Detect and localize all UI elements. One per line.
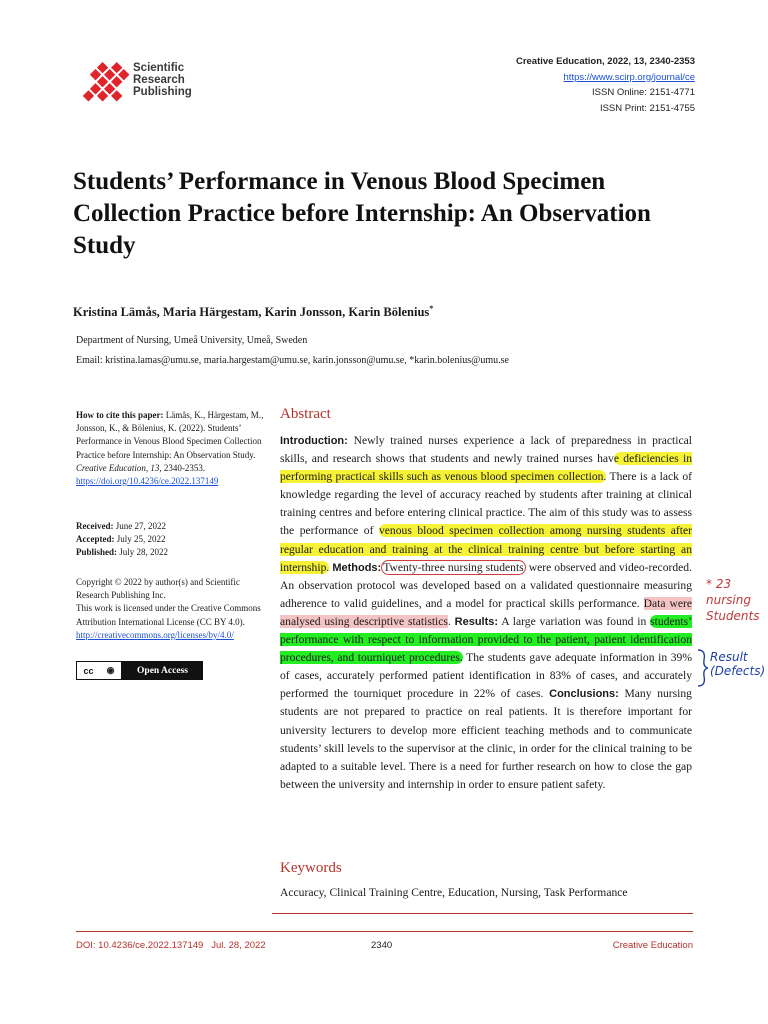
copyright-text: Copyright © 2022 by author(s) and Scientific Research Publishing Inc. [76, 577, 240, 601]
accepted-date: July 25, 2022 [116, 534, 166, 545]
cite-journal: Creative Education, 13, [76, 462, 162, 473]
issn-online: ISSN Online: 2151-4771 [592, 87, 695, 98]
intro-label: Introduction: [280, 435, 348, 447]
methods-text: were observed and video-recorded. An observation protocol was developed based on a validated questionnaire measuring adherence to valid guidelines, and a model for practical skills performance. [280, 560, 692, 610]
person-icon: ◉ [106, 665, 115, 675]
received-date: June 27, 2022 [115, 521, 166, 531]
keywords-text: Accuracy, Clinical Training Centre, Education, Nursing, Task Performance [280, 886, 628, 899]
margin-note-result [710, 650, 765, 678]
footer-date: Jul. 28, 2022 [211, 940, 266, 951]
note2-line1: Result [710, 650, 748, 664]
published-date: July 28, 2022 [119, 547, 169, 558]
abstract-heading: Abstract [280, 406, 331, 422]
keywords-heading: Keywords [280, 860, 342, 876]
cc-by-badge[interactable] [76, 661, 203, 680]
author-list [73, 304, 433, 320]
cite-text: Lämås, K., Härgestam, M., Jonsson, K., & Bölenius, K. (2022). Students’ Performance in Venous Blood Specimen Collection Practice before Internship: An Observation Study. [76, 410, 264, 460]
note1-line3: Students [706, 609, 760, 623]
cite-label: How to cite this paper: [76, 410, 164, 420]
cite-pages: 2340-2353. [163, 462, 206, 473]
license-text: This work is licensed under the Creative Commons Attribution International License (CC BY 4.0). [76, 603, 261, 627]
cc-icon [76, 661, 122, 680]
open-access-label: Open Access [122, 661, 203, 680]
accepted-label: Accepted: [76, 534, 115, 545]
published-label: Published: [76, 547, 118, 558]
highlight-aim: venous blood specimen collection among nursing students after regular education and training at the clinical training centre but before starting an internship. [280, 524, 692, 574]
author-emails: Email: kristina.lamas@umu.se, maria.hargestam@umu.se, karin.jonsson@umu.se, *karin.bolenius@umu.se [76, 355, 509, 366]
abstract-body [280, 432, 692, 794]
corresponding-mark: * [429, 304, 434, 313]
conclusions-text: Many nursing students are not prepared to practice on real patients. It is therefore important for university lecturers to develop more efficient teaching methods and to communicate students’ skill levels to the supervisor at the clinic, in order for the clinical training to be adapted to a suitable level. There is a need for further research on how to close the gap between the university and internship in order to ensure patient safety. [280, 687, 692, 791]
note1-line1: * 23 [706, 577, 732, 591]
footer-journal: Creative Education [612, 940, 693, 951]
publisher-logo-icon [74, 56, 134, 116]
paper-title: Students’ Performance in Venous Blood Specimen Collection Practice before Internship: An Observation Study [73, 168, 651, 259]
note2-line2: (Defects) [710, 664, 766, 678]
conclusions-label: Conclusions: [549, 688, 619, 701]
intro-text-2: There is a lack of knowledge regarding the level of accuracy reached by students after training at clinical training centres and before entering clinical practice. The aim of this study was to assess the performance of [280, 470, 692, 538]
section-divider [272, 913, 693, 914]
circled-participants: Twenty-three nursing students [383, 560, 524, 574]
license-link[interactable]: http://creativecommons.org/licenses/by/4.0/ [76, 629, 234, 640]
issn-print: ISSN Print: 2151-4755 [599, 102, 695, 114]
publisher-line3: Publishing [133, 86, 192, 98]
margin-note-participants [706, 578, 760, 622]
journal-citation: Creative Education, 2022, 13, 2340-2353 [515, 56, 695, 67]
note1-line2: nursing [706, 593, 751, 607]
highlight-analysis: Data were analysed using descriptive statistics [280, 596, 692, 628]
dates-block [76, 520, 264, 560]
publisher-line2: Research [133, 74, 185, 86]
results-label: Results: [454, 615, 499, 628]
results-text: A large variation was found in [498, 614, 651, 628]
methods-text-2: . [447, 614, 455, 628]
highlight-deficiencies: e deficiencies in performing practical skills such as venous blood specimen collection. [280, 452, 692, 484]
publisher-line1: Scientific [133, 62, 185, 74]
intro-text: Newly trained nurses experience a lack of preparedness in practical skills, and research shows that students and newly trained nurses hav [280, 434, 693, 466]
footer-doi-text: DOI: 10.4236/ce.2022.137149 [76, 940, 204, 951]
publisher-name [133, 62, 192, 98]
journal-info [516, 54, 695, 116]
journal-url-link[interactable]: https://www.scirp.org/journal/ce [563, 71, 695, 83]
brace-icon [694, 648, 710, 688]
footer-page-number: 2340 [371, 940, 393, 951]
methods-label: Methods: [332, 561, 382, 574]
copyright-block [76, 576, 264, 642]
received-label: Received: [76, 521, 114, 531]
citation-block [76, 409, 264, 488]
highlight-results: students’ performance with respect to information provided to the patient, patient identification procedures, and tourniquet procedures. [280, 614, 692, 665]
authors-text: Kristina Lämås, Maria Härgestam, Karin Jonsson, Karin Bölenius [73, 305, 430, 320]
results-text-2: The students gave adequate information in 39% of cases, accurately performed patient identification in 83% of cases, and accurately performed the tourniquet procedure in 22% of cases. [280, 651, 692, 701]
affiliation: Department of Nursing, Umeå University, Umeå, Sweden [76, 335, 308, 346]
cite-doi-link[interactable]: https://doi.org/10.4236/ce.2022.137149 [76, 476, 219, 487]
cc-mark: cc [83, 665, 94, 676]
footer-divider [76, 931, 693, 932]
footer-doi [76, 940, 266, 951]
